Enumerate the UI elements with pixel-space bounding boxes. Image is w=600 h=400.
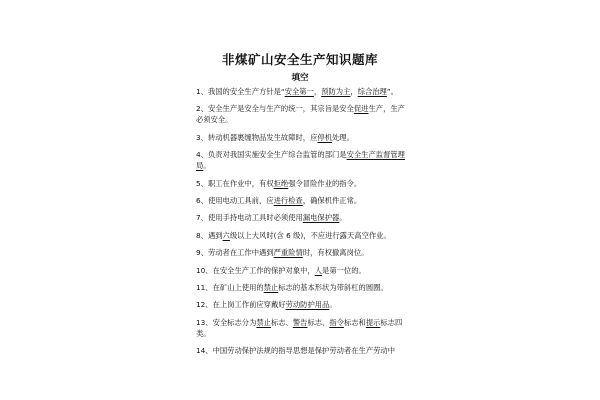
question-12: 12、在上岗工作前应穿戴好劳动防护用品。 <box>196 300 337 310</box>
question-1: 1、我国的安全生产方针是“安全第一，预防为主，综合治理”。 <box>196 87 398 96</box>
answer-blank: 进行检查 <box>273 195 303 205</box>
answer-blank: 安全第一 <box>284 87 314 96</box>
answer-blank: 劳动防护用品 <box>285 300 330 310</box>
answer-blank: 禁止 <box>263 282 279 292</box>
question-11: 11、在矿山上使用的禁止标志的基本形状为带斜杠的圆圈。 <box>196 282 388 292</box>
answer-blank: 禁止 <box>256 317 271 327</box>
question-6: 6、使用电动工具前，应进行检查，确保机件正常。 <box>196 195 362 205</box>
question-5: 5、职工在作业中，有权拒绝强令冒险作业的指令。 <box>196 178 362 188</box>
answer-blank: 六 <box>222 230 230 240</box>
answer-blank: 综合治理 <box>357 87 387 96</box>
answer-blank: 警告 <box>292 317 308 327</box>
answer-blank: 提示 <box>365 317 381 327</box>
question-7: 7、使用手持电动工具时必须使用漏电保护器。 <box>196 213 347 223</box>
answer-blank: 促进 <box>353 104 369 114</box>
answer-blank: 漏电保护器 <box>302 213 340 223</box>
answer-blank: 指令 <box>329 317 344 327</box>
question-10: 10、在安全生产工作的保护对象中，人是第一位的。 <box>196 265 366 275</box>
answer-blank: 人 <box>314 265 323 275</box>
question-9: 9、劳动者在工作中遇到严重险情时，有权撤离岗位。 <box>196 248 369 258</box>
question-list <box>196 86 412 362</box>
section-heading: 填空 <box>291 73 309 83</box>
answer-blank: 严重险情 <box>273 248 303 258</box>
question-4: 4、负责对我国实施安全生产综合监管的部门是安全生产监督管理局。 <box>196 150 405 171</box>
question-13: 13、安全标志分为禁止标志、警告标志、指令标志和提示标志四类。 <box>196 317 403 338</box>
question-8: 8、遇到六级以上大风时(含 6 级)，不应进行露天高空作业。 <box>196 230 391 240</box>
question-3: 3、转动机器裹缠物品发生故障时，应停机处理。 <box>196 132 354 142</box>
answer-blank: 停机 <box>317 132 332 142</box>
question-2: 2、安全生产是安全与生产的统一，其宗旨是安全促进生产，生产必须安全。 <box>196 104 405 125</box>
question-14: 14、中国劳动保护法规的指导思想是保护劳动者在生产劳动中 <box>196 346 396 356</box>
answer-blank: 拒绝 <box>273 178 289 188</box>
answer-blank: 安全生产监督管理局 <box>196 150 405 171</box>
document-title: 非煤矿山安全生产知识题库 <box>221 52 378 67</box>
answer-blank: 预防为主 <box>321 87 351 96</box>
